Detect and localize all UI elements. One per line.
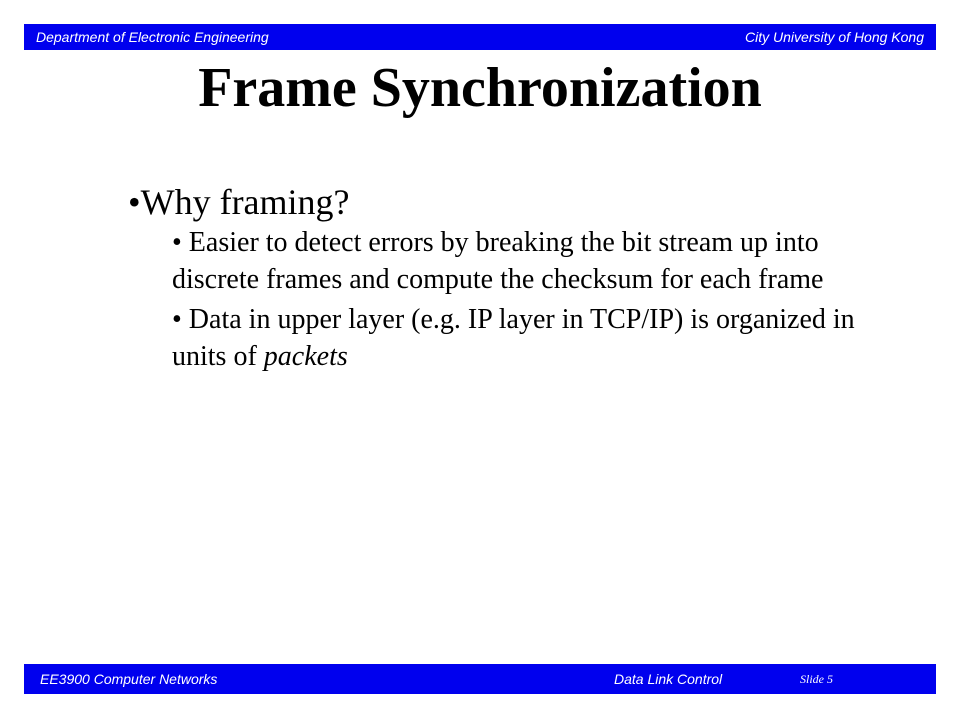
footer-bar [24,664,936,694]
university-label: City University of Hong Kong [745,29,924,45]
sub-bullet-list [172,224,888,375]
main-bullet: •Why framing? [128,182,350,222]
sub-bullet-1: • Easier to detect errors by breaking the bit stream up into discrete frames and compute the checksum for each frame [172,227,824,295]
slide-content [128,180,888,375]
emphasis-word: packets [263,341,348,372]
course-label: EE3900 Computer Networks [40,671,218,687]
slide-number: Slide 5 [800,672,833,686]
sub-bullet-2 [172,301,888,375]
department-label: Department of Electronic Engineering [36,29,269,45]
topic-label: Data Link Control [614,671,723,687]
header-bar [24,24,936,50]
sub-bullet-2-text: • Data in upper layer (e.g. IP layer in TCP/IP) is organized in units of [172,304,855,372]
slide-title: Frame Synchronization [198,57,762,119]
